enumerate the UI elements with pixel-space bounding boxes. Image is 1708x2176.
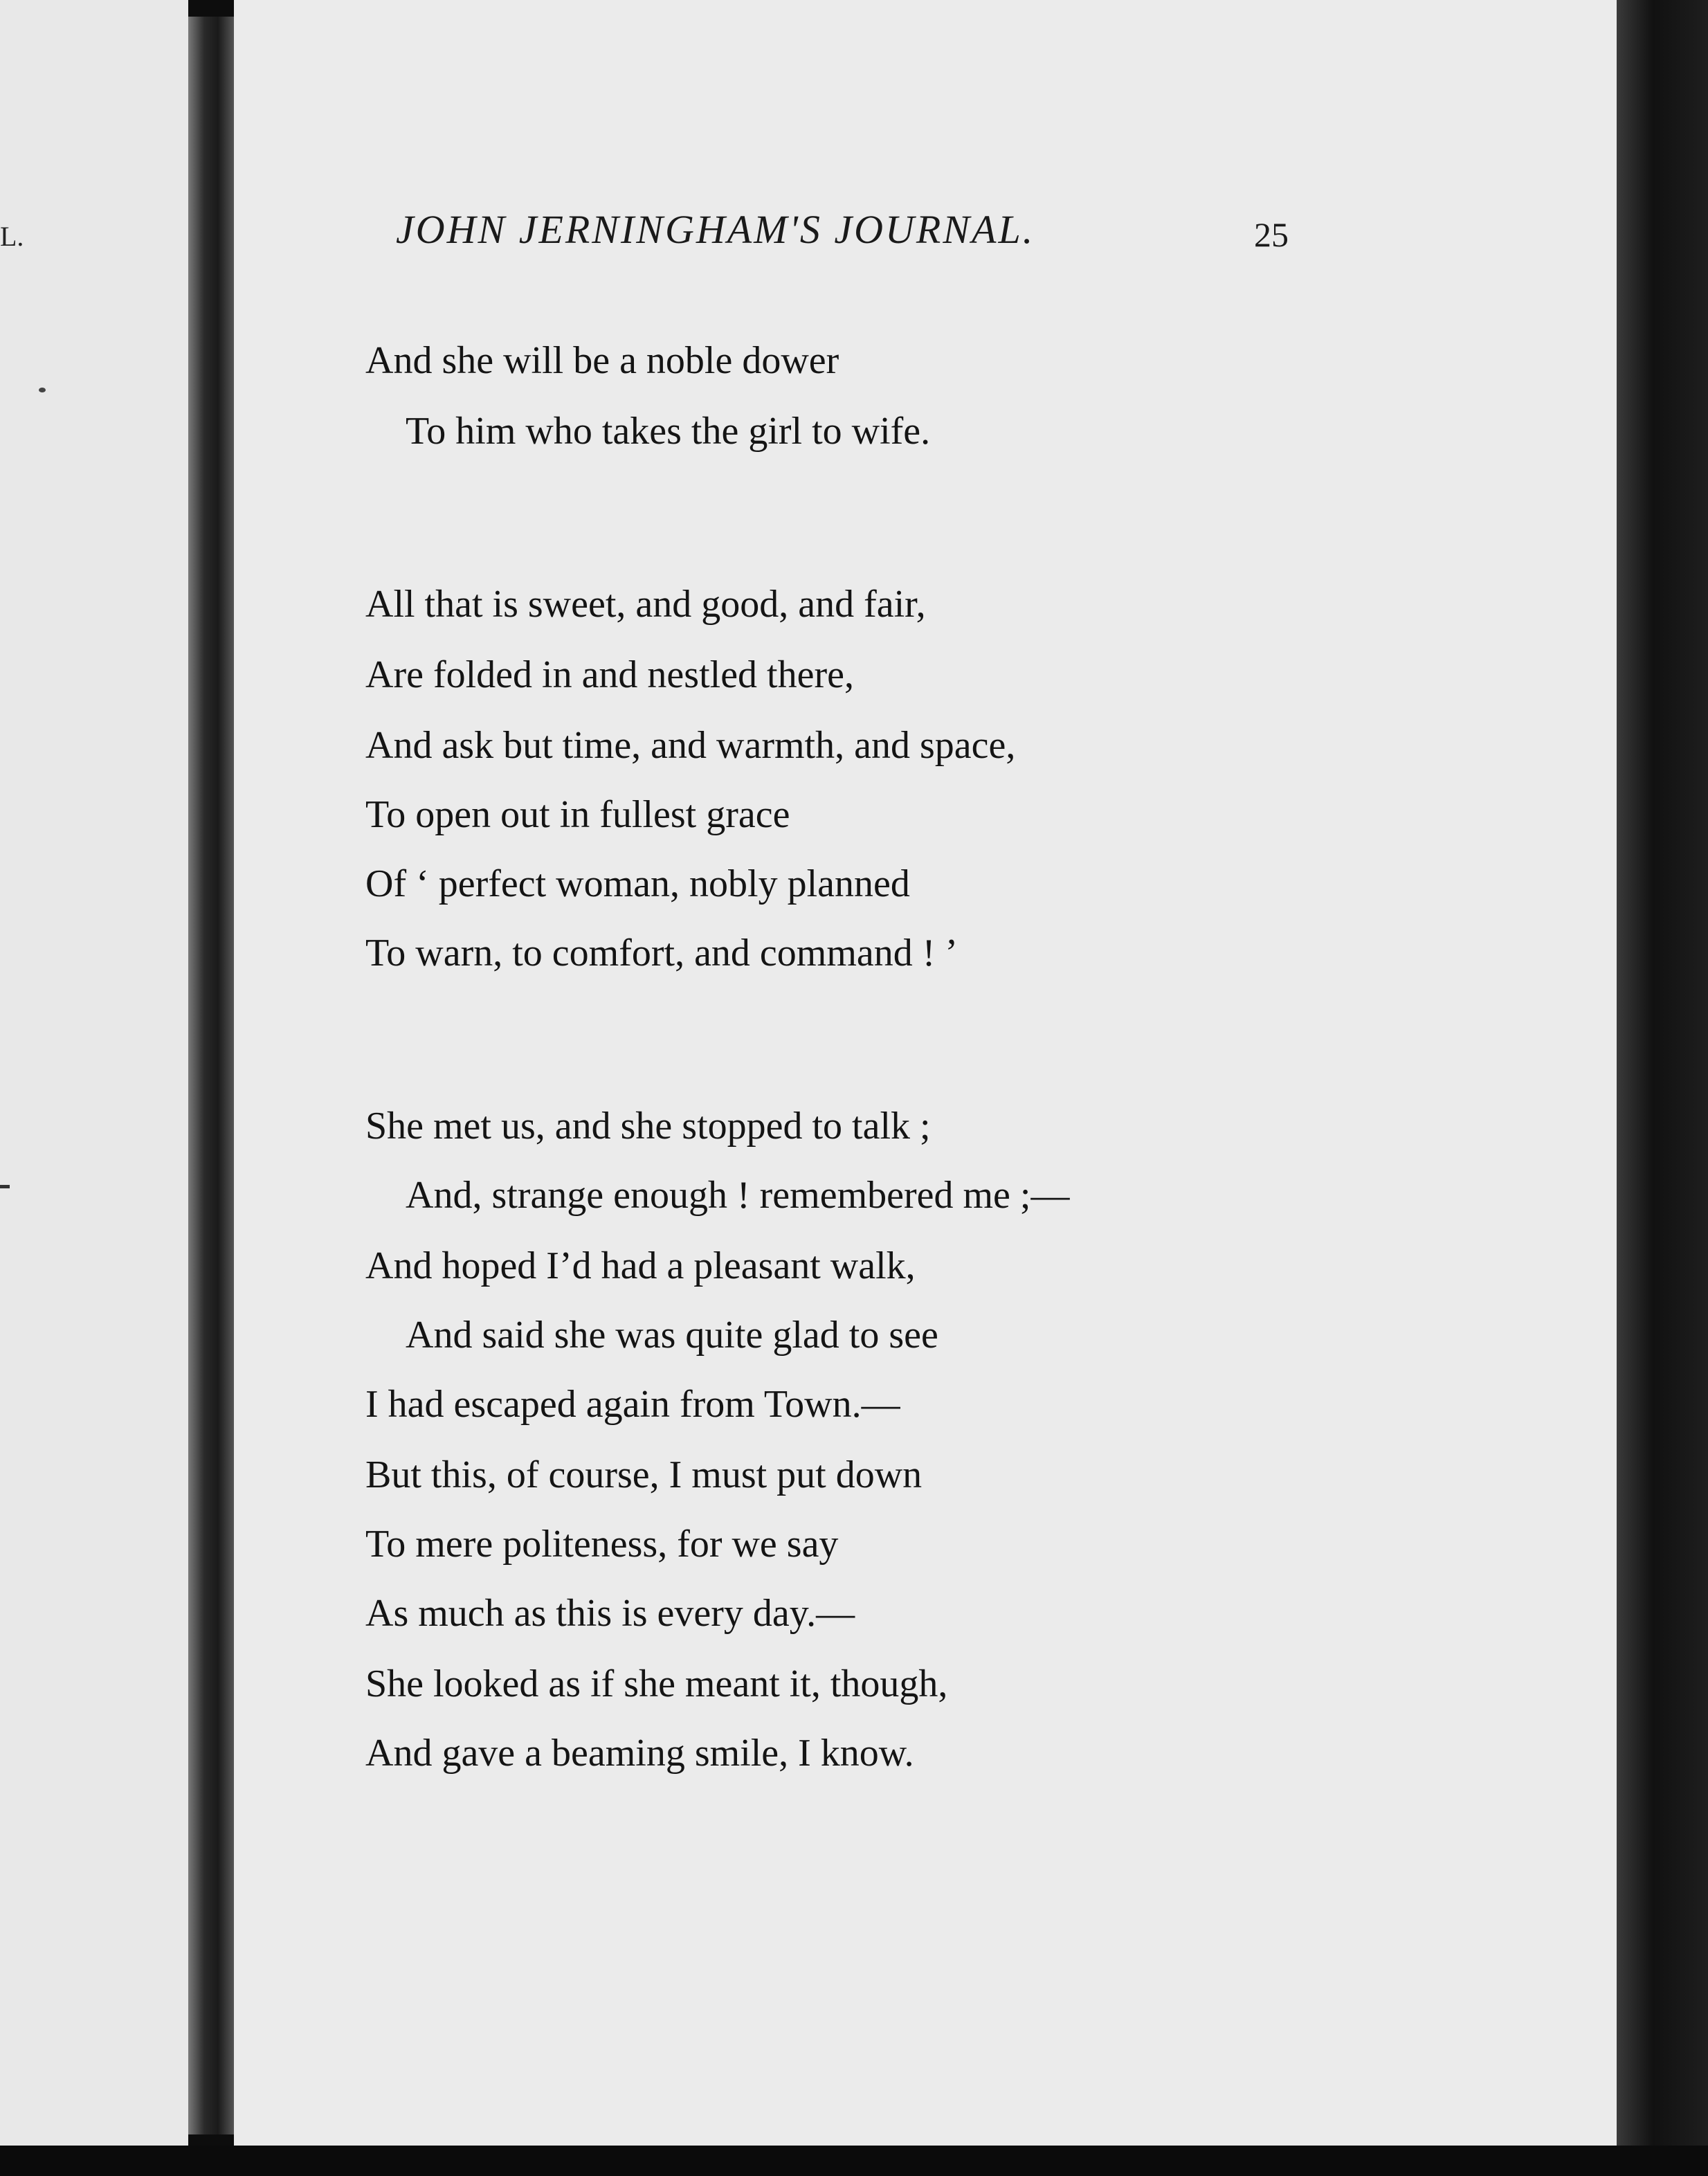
poem-line: As much as this is every day.— bbox=[365, 1592, 855, 1635]
poem-line: Of ‘ perfect woman, nobly planned bbox=[365, 862, 910, 905]
poem-line: To warn, to comfort, and command ! ’ bbox=[365, 932, 959, 974]
poem-line: Are folded in and nestled there, bbox=[365, 653, 854, 696]
book-spine-shadow bbox=[188, 17, 234, 2134]
poem-line: To mere politeness, for we say bbox=[365, 1523, 839, 1566]
left-page-dash-fragment bbox=[0, 1185, 10, 1188]
poem-line: But this, of course, I must put down bbox=[365, 1453, 923, 1496]
poem-line: And, strange enough ! remembered me ;— bbox=[406, 1174, 1070, 1217]
left-page bbox=[0, 0, 188, 2146]
page-number: 25 bbox=[1254, 215, 1289, 254]
left-page-ink-speck bbox=[39, 388, 46, 392]
running-title: JOHN JERNINGHAM'S JOURNAL. bbox=[396, 207, 1035, 252]
poem-line: To open out in fullest grace bbox=[365, 793, 790, 836]
page-edge-right bbox=[1617, 0, 1708, 2176]
poem-line: And gave a beaming smile, I know. bbox=[365, 1732, 914, 1775]
poem-line: And hoped I’d had a pleasant walk, bbox=[365, 1244, 916, 1287]
left-page-edge-fragment: L. bbox=[0, 221, 24, 252]
page-edge-bottom bbox=[0, 2146, 1708, 2176]
poem-line: And said she was quite glad to see bbox=[406, 1314, 938, 1357]
poem-line: To him who takes the girl to wife. bbox=[406, 410, 931, 453]
poem-line: And she will be a noble dower bbox=[365, 339, 839, 382]
poem-line: All that is sweet, and good, and fair, bbox=[365, 583, 926, 626]
poem-line: She met us, and she stopped to talk ; bbox=[365, 1105, 931, 1148]
poem-line: And ask but time, and warmth, and space, bbox=[365, 724, 1016, 767]
poem-line: I had escaped again from Town.— bbox=[365, 1383, 900, 1426]
poem-line: She looked as if she meant it, though, bbox=[365, 1662, 948, 1705]
page-25 bbox=[234, 0, 1617, 2146]
